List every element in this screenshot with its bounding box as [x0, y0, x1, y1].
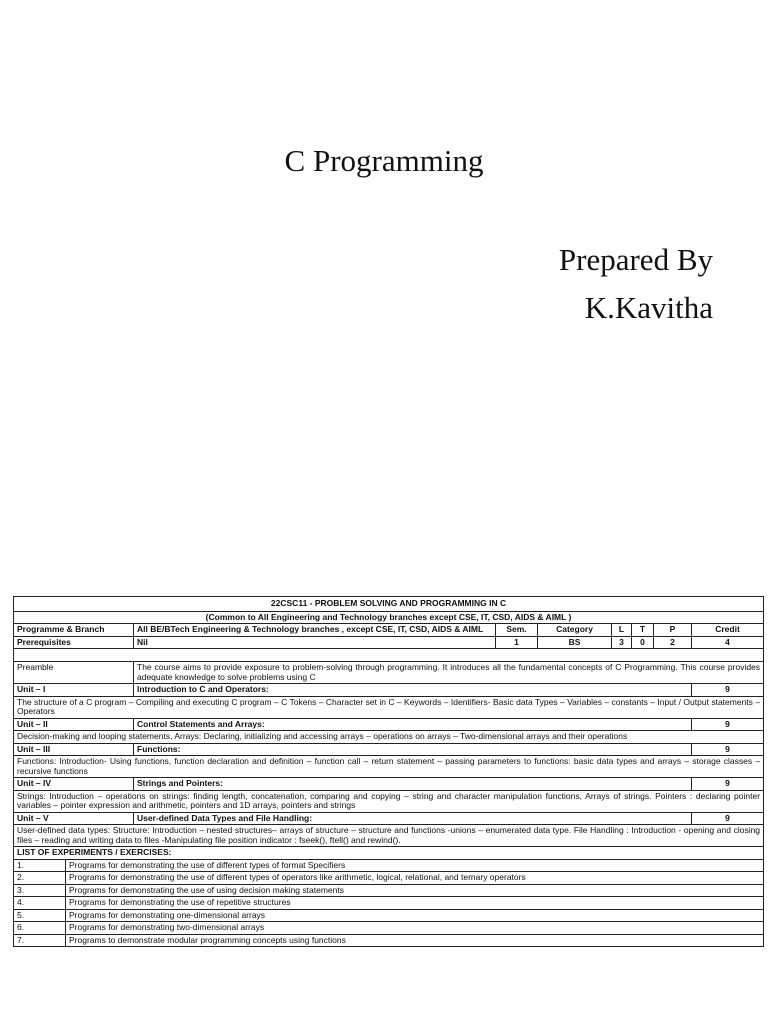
p-header: P [654, 624, 692, 637]
unit-label: Unit – I [14, 684, 134, 697]
unit-title: Introduction to C and Operators: [134, 684, 692, 697]
unit-hours: 9 [692, 812, 764, 825]
experiment-row [14, 934, 764, 947]
preamble-label: Preamble [14, 662, 134, 684]
experiment-number: 7. [14, 934, 66, 947]
experiment-text: Programs for demonstrating two-dimensional arrays [66, 922, 764, 935]
unit-title: Strings and Pointers: [134, 778, 692, 791]
document-title: C Programming [284, 143, 484, 178]
unit-header-row [14, 743, 764, 756]
experiment-number: 1. [14, 859, 66, 872]
unit-hours: 9 [692, 743, 764, 756]
unit-title: User-defined Data Types and File Handling: [134, 812, 692, 825]
prepared-by-block [559, 236, 713, 332]
experiment-text: Programs for demonstrating one-dimensional arrays [66, 909, 764, 922]
prepared-by-label: Prepared By [558, 242, 713, 277]
unit-title: Control Statements and Arrays: [134, 718, 692, 731]
experiments-title: LIST OF EXPERIMENTS / EXERCISES: [14, 847, 764, 860]
experiment-row [14, 897, 764, 910]
experiment-text: Programs to demonstrate modular programming concepts using functions [66, 934, 764, 947]
l-value: 3 [612, 636, 632, 649]
category-header: Category [538, 624, 612, 637]
t-header: T [632, 624, 654, 637]
course-title: 22CSC11 - PROBLEM SOLVING AND PROGRAMMING IN C [14, 597, 764, 612]
experiments-header-row [14, 847, 764, 860]
unit-label: Unit – II [14, 718, 134, 731]
unit-header-row [14, 778, 764, 791]
experiment-row [14, 909, 764, 922]
unit-hours: 9 [692, 684, 764, 697]
unit-content: Strings: Introduction – operations on strings: finding length, concatenation, comparing and copying – string and character manipulation functions, Arrays of strings. Pointers : declaring pointer variables – pointer expression and arithmetic, pointers and 1D arrays, pointers and strings [14, 790, 764, 812]
syllabus-table [13, 596, 764, 947]
credit-value: 4 [692, 636, 764, 649]
experiment-row [14, 872, 764, 885]
programme-value: All BE/BTech Engineering & Technology branches , except CSE, IT, CSD, AIDS & AIML [134, 624, 496, 637]
prereq-value: Nil [134, 636, 496, 649]
unit-header-row [14, 812, 764, 825]
unit-title: Functions: [134, 743, 692, 756]
blank-row [14, 649, 764, 662]
credit-header: Credit [692, 624, 764, 637]
experiment-number: 3. [14, 884, 66, 897]
p-value: 2 [654, 636, 692, 649]
author-name: K.Kavitha [584, 290, 713, 325]
experiment-number: 5. [14, 909, 66, 922]
l-header: L [612, 624, 632, 637]
experiment-text: Programs for demonstrating the use of using decision making statements [66, 884, 764, 897]
unit-content: Decision-making and looping statements, Arrays: Declaring, initializing and accessing arrays – operations on arrays – Two-dimensional arrays and their operations [14, 731, 764, 744]
preamble-text: The course aims to provide exposure to problem-solving through programming. It introduces all the fundamental concepts of C Programming. This course provides adequate knowledge to solve problems using C [134, 662, 764, 684]
unit-label: Unit – IV [14, 778, 134, 791]
unit-label: Unit – V [14, 812, 134, 825]
unit-content-row [14, 731, 764, 744]
experiment-text: Programs for demonstrating the use of different types of format Specifiers [66, 859, 764, 872]
experiment-number: 4. [14, 897, 66, 910]
unit-content: The structure of a C program – Compiling and executing C program – C Tokens – Character set in C – Keywords – Identifiers- Basic data Types – Variables – constants – Input / Output statements – Operators [14, 696, 764, 718]
experiment-row [14, 922, 764, 935]
experiment-row [14, 884, 764, 897]
unit-header-row [14, 684, 764, 697]
prereq-label: Prerequisites [14, 636, 134, 649]
unit-content-row [14, 825, 764, 847]
experiment-number: 2. [14, 872, 66, 885]
programme-label: Programme & Branch [14, 624, 134, 637]
experiment-text: Programs for demonstrating the use of repetitive structures [66, 897, 764, 910]
unit-header-row [14, 718, 764, 731]
unit-label: Unit – III [14, 743, 134, 756]
course-subtitle: (Common to All Engineering and Technology branches except CSE, IT, CSD, AIDS & AIML ) [14, 611, 764, 624]
unit-content-row [14, 696, 764, 718]
unit-content-row [14, 790, 764, 812]
unit-hours: 9 [692, 778, 764, 791]
unit-content: User-defined data types: Structure: Introduction – nested structures– arrays of structure – structure and functions -unions – enumerated data type. File Handling : Introduction - opening and closing files – reading and writing data to files -Manipulating file position indicator : fseek(), ftell() and rewind(). [14, 825, 764, 847]
sem-value: 1 [496, 636, 538, 649]
experiment-row [14, 859, 764, 872]
unit-content-row [14, 756, 764, 778]
experiment-number: 6. [14, 922, 66, 935]
sem-header: Sem. [496, 624, 538, 637]
unit-hours: 9 [692, 718, 764, 731]
unit-content: Functions: Introduction- Using functions, function declaration and definition – function call – return statement – passing parameters to functions: basic data types and arrays – storage classes – recursive functions [14, 756, 764, 778]
t-value: 0 [632, 636, 654, 649]
category-value: BS [538, 636, 612, 649]
experiment-text: Programs for demonstrating the use of different types of operators like arithmetic, logical, relational, and ternary operators [66, 872, 764, 885]
